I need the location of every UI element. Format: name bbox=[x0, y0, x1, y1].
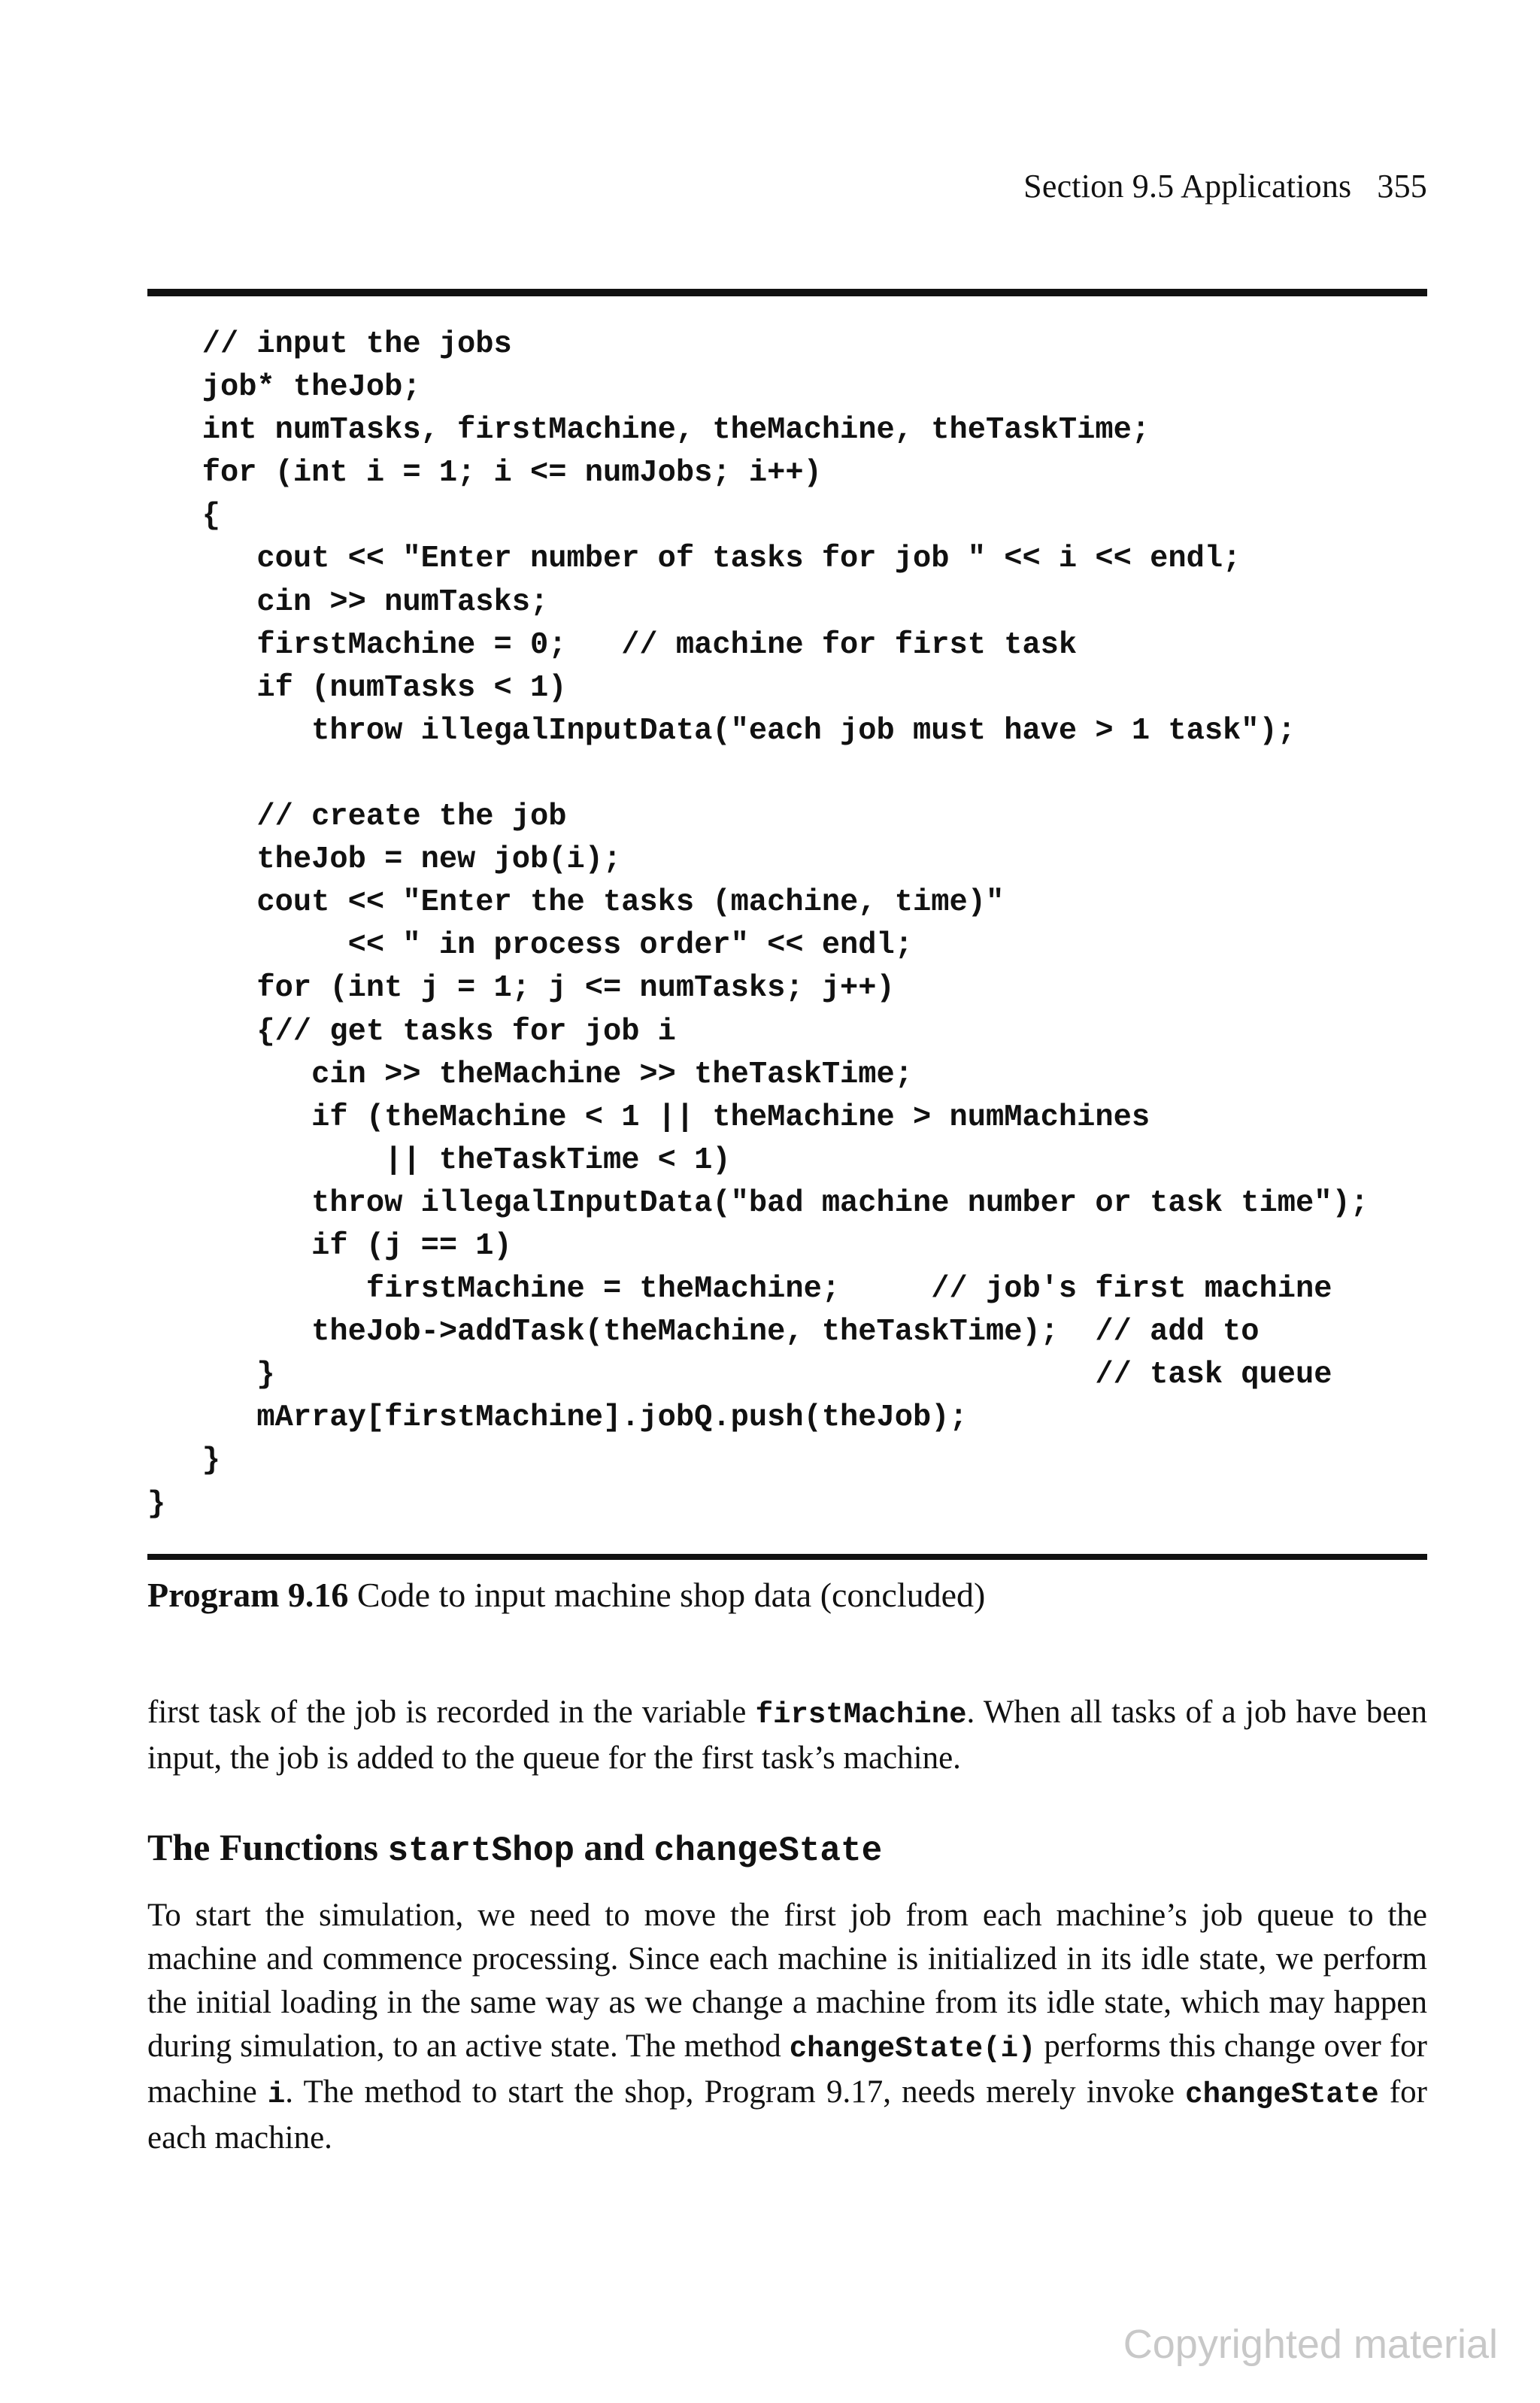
code-line: cout << "Enter number of tasks for job " << i << endl; bbox=[147, 542, 1241, 577]
code-line: cout << "Enter the tasks (machine, time)" bbox=[147, 885, 1005, 921]
code-line: int numTasks, firstMachine, theMachine, theTaskTime; bbox=[147, 413, 1150, 448]
body-paragraph-1 bbox=[147, 1691, 1427, 1780]
code-line: mArray[firstMachine].jobQ.push(theJob); bbox=[147, 1400, 968, 1436]
code-line: theJob->addTask(theMachine, theTaskTime); // add to bbox=[147, 1315, 1260, 1350]
heading-code-changestate: changeState bbox=[653, 1831, 883, 1871]
code-line: || theTaskTime < 1) bbox=[147, 1142, 731, 1178]
page-number: 355 bbox=[1377, 168, 1427, 205]
code-line: for (int j = 1; j <= numTasks; j++) bbox=[147, 971, 895, 1006]
code-line bbox=[147, 753, 1369, 796]
code-line: { bbox=[147, 499, 220, 534]
code-line: job* theJob; bbox=[147, 370, 421, 405]
paragraph-2-text-a: To start the simulation, we need to move the first job from each machine’s job queue to the machine and commence processing. Since each machine is initialized in its idle state, we perform the initial loading in the same way as we change a machine from its idle state, which may happen during simulation, to an active state. The method bbox=[147, 1898, 1427, 2064]
paragraph-1-text-b: . When all tasks of a job have been input, the job is added to the queue for the first task’s machine. bbox=[147, 1695, 1427, 1776]
paragraph-2-text-c: . The method to start the shop, Program 9.17, needs merely invoke bbox=[285, 2074, 1186, 2110]
heading-text-a: The Functions bbox=[147, 1826, 388, 1868]
code-line: // input the jobs bbox=[147, 327, 512, 362]
section-title: Section 9.5 Applications bbox=[1023, 168, 1352, 205]
code-line: cin >> theMachine >> theTaskTime; bbox=[147, 1057, 914, 1092]
code-line: if (theMachine < 1 || theMachine > numMachines bbox=[147, 1100, 1150, 1135]
paragraph-1-text-a: first task of the job is recorded in the variable bbox=[147, 1695, 756, 1730]
code-line: throw illegalInputData("bad machine number or task time"); bbox=[147, 1185, 1369, 1221]
code-line: cin >> numTasks; bbox=[147, 584, 549, 620]
paragraph-2-text-d: for each machine. bbox=[147, 2074, 1427, 2156]
running-head bbox=[1023, 167, 1427, 205]
inline-code-changestate-i: changeState(i) bbox=[789, 2032, 1036, 2065]
code-line: // create the job bbox=[147, 799, 567, 835]
bottom-rule bbox=[147, 1554, 1427, 1560]
copyright-watermark: Copyrighted material bbox=[1123, 2322, 1498, 2367]
paragraph-2-text-b: performs this change over for machine bbox=[147, 2028, 1427, 2110]
code-line: << " in process order" << endl; bbox=[147, 928, 914, 963]
code-line: {// get tasks for job i bbox=[147, 1014, 676, 1049]
code-line: theJob = new job(i); bbox=[147, 842, 622, 878]
code-line: firstMachine = theMachine; // job's first machine bbox=[147, 1272, 1332, 1307]
inline-code-firstmachine: firstMachine bbox=[755, 1698, 967, 1731]
program-caption bbox=[147, 1570, 985, 1620]
code-line: for (int i = 1; i <= numJobs; i++) bbox=[147, 456, 822, 491]
code-line: } // task queue bbox=[147, 1358, 1332, 1393]
code-listing bbox=[147, 323, 1369, 1526]
body-paragraph-2 bbox=[147, 1894, 1427, 2160]
code-line: firstMachine = 0; // machine for first task bbox=[147, 627, 1078, 663]
code-line: } bbox=[147, 1486, 166, 1522]
heading-text-b: and bbox=[574, 1826, 654, 1868]
subsection-heading bbox=[147, 1823, 882, 1875]
caption-label: Program 9.16 bbox=[147, 1576, 349, 1614]
code-line: if (j == 1) bbox=[147, 1228, 512, 1264]
heading-code-startshop: startShop bbox=[387, 1831, 574, 1871]
top-rule bbox=[147, 289, 1427, 296]
caption-text: Code to input machine shop data (concluded) bbox=[348, 1576, 986, 1614]
code-line: } bbox=[147, 1443, 220, 1479]
inline-code-i: i bbox=[267, 2078, 286, 2111]
code-line: if (numTasks < 1) bbox=[147, 670, 567, 705]
inline-code-changestate: changeState bbox=[1185, 2078, 1379, 2111]
code-line: throw illegalInputData("each job must have > 1 task"); bbox=[147, 713, 1296, 748]
